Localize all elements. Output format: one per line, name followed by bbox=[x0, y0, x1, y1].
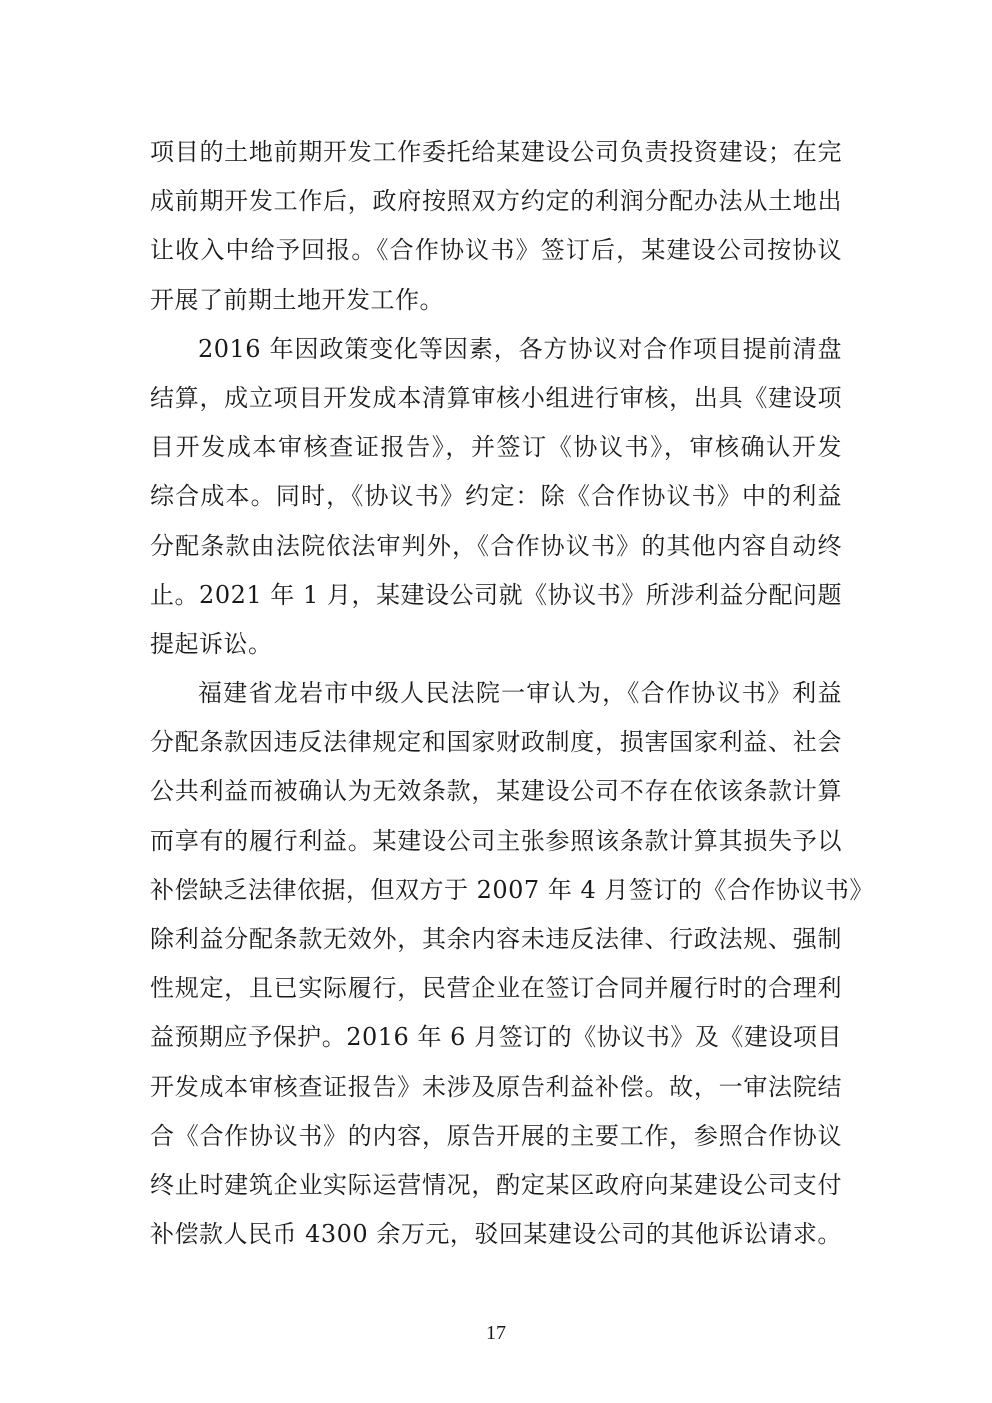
text-line: 止。2021 年 1 月，某建设公司就《协议书》所涉利益分配问题 bbox=[150, 580, 842, 609]
text-line: 结算，成立项目开发成本清算审核小组进行审核，出具《建设项 bbox=[150, 383, 842, 412]
text-line: 除利益分配条款无效外，其余内容未违反法律、行政法规、强制 bbox=[150, 925, 842, 953]
paragraph bbox=[150, 669, 874, 1259]
text-line: 补偿款人民币 4300 余万元，驳回某建设公司的其他诉讼请求。 bbox=[150, 1220, 842, 1249]
paragraph bbox=[150, 128, 842, 325]
text-line: 让收入中给予回报。《合作协议书》签订后，某建设公司按协议 bbox=[150, 236, 842, 265]
text-line: 成前期开发工作后，政府按照双方约定的利润分配办法从土地出 bbox=[150, 187, 842, 216]
text-line: 综合成本。同时，《协议书》约定：除《合作协议书》中的利益 bbox=[150, 482, 842, 511]
text-line: 性规定，且已实际履行，民营企业在签订合同并履行时的合理利 bbox=[150, 974, 842, 1003]
text-line: 而享有的履行利益。某建设公司主张参照该条款计算其损失予以 bbox=[150, 826, 842, 855]
document-body bbox=[150, 128, 874, 1259]
text-line: 合《合作协议书》的内容，原告开展的主要工作，参照合作协议 bbox=[150, 1121, 842, 1150]
text-line: 分配条款由法院依法审判外，《合作协议书》的其他内容自动终 bbox=[150, 531, 842, 560]
text-line: 开发成本审核查证报告》未涉及原告利益补偿。故，一审法院结 bbox=[150, 1072, 842, 1101]
text-line: 开展了前期土地开发工作。 bbox=[150, 285, 444, 314]
text-line: 分配条款因违反法律规定和国家财政制度，损害国家利益、社会 bbox=[150, 728, 842, 757]
text-line: 益预期应予保护。2016 年 6 月签订的《协议书》及《建设项目 bbox=[150, 1023, 842, 1052]
text-line: 补偿缺乏法律依据，但双方于 2007 年 4 月签订的《合作协议书》 bbox=[150, 875, 874, 904]
text-line: 终止时建筑企业实际运营情况，酌定某区政府向某建设公司支付 bbox=[150, 1170, 842, 1199]
text-line: 项目的土地前期开发工作委托给某建设公司负责投资建设；在完 bbox=[150, 138, 842, 166]
text-line: 目开发成本审核查证报告》，并签订《协议书》，审核确认开发 bbox=[150, 433, 842, 462]
text-line: 公共利益而被确认为无效条款，某建设公司不存在依该条款计算 bbox=[150, 777, 842, 806]
text-line: 2016 年因政策变化等因素，各方协议对合作项目提前清盘 bbox=[198, 334, 842, 363]
text-line: 提起诉讼。 bbox=[150, 629, 273, 658]
text-line: 福建省龙岩市中级人民法院一审认为，《合作协议书》利益 bbox=[198, 679, 842, 708]
page-number: 17 bbox=[486, 1322, 506, 1344]
paragraph bbox=[150, 325, 842, 669]
